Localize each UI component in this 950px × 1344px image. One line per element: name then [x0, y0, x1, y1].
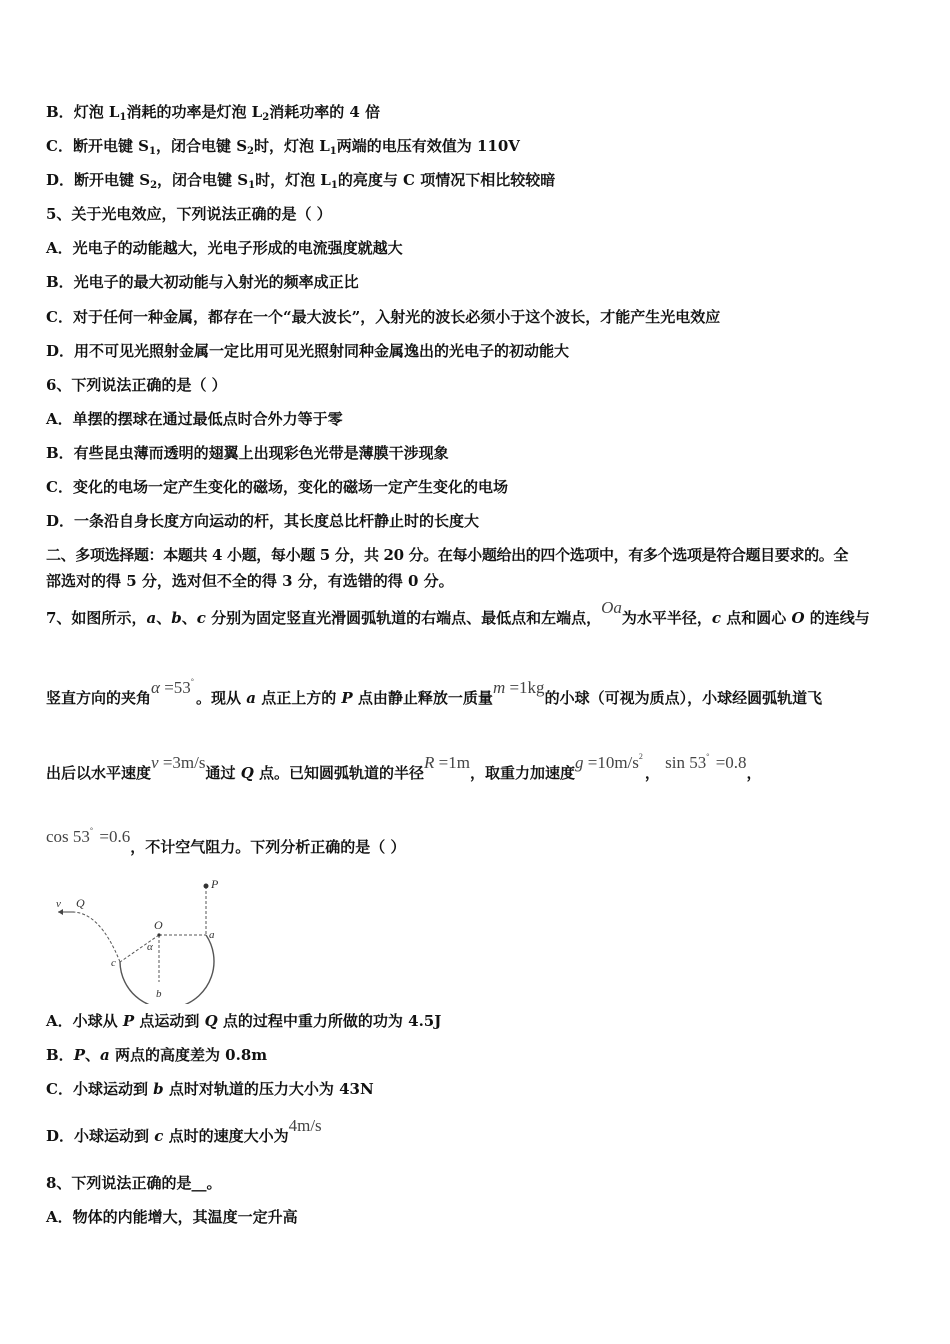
section2-line2: 部选对的得 5 分，选对但不全的得 3 分，有选错的得 0 分。 — [46, 572, 454, 590]
q7-stem-line4: cos 53° =0.6，不计空气阻力。下列分析正确的是（ ） — [46, 831, 405, 857]
label-c: c — [111, 957, 116, 969]
math-sin: sin 53° =0.8 — [665, 752, 747, 772]
q5-option-c: C．对于任何一种金属，都存在一个“最大波长”，入射光的波长必须小于这个波长，才能产生光电效应 — [46, 308, 721, 326]
label-p: P — [211, 877, 219, 891]
label-alpha: α — [147, 941, 153, 953]
q7-option-b: B．P、a 两点的高度差为 0.8m — [46, 1046, 268, 1064]
math-velocity: v =3m/s — [151, 753, 206, 772]
math-mass: m =1kg — [492, 678, 545, 697]
q6-option-d: D．一条沿自身长度方向运动的杆，其长度总比杆静止时的长度大 — [46, 512, 480, 530]
point-o — [157, 933, 160, 936]
section2-line1: 二、多项选择题：本题共 4 小题，每小题 5 分，共 20 分。在每小题给出的四个选项中，有多个选项是符合题目要求的。全 — [46, 546, 849, 564]
radius-oc — [120, 935, 159, 962]
q7-option-c: C．小球运动到 b 点时对轨道的压力大小为 43N — [46, 1080, 374, 1098]
q4-option-d: D．断开电键 $S_2$，闭合电键 $S_1$时，灯泡 $L_1$的亮度与 C 项情况下相比较较暗 — [46, 171, 556, 191]
q7-stem-line2: 竖直方向的夹角α =53°。现从 a 点正上方的 P 点由静止释放一质量m =1kg的小球（可视为质点），小球经圆弧轨道飞 — [46, 682, 822, 708]
q6-option-a: A．单摆的摆球在通过最低点时合外力等于零 — [46, 410, 343, 428]
math-alpha: α =53° — [151, 677, 194, 697]
q7-stem-line3: 出后以水平速度v =3m/s通过 Q 点。已知圆弧轨道的半径R =1m，取重力加速度$g =10m/s^2$， sin 53° =0.8， — [46, 757, 762, 783]
q5-option-b: B．光电子的最大初动能与入射光的频率成正比 — [46, 273, 359, 291]
q4-option-b: B．灯泡 $L_1$消耗的功率是灯泡 $L_2$消耗功率的 4 倍 — [46, 103, 381, 123]
q5-option-a: A．光电子的动能越大，光电子形成的电流强度就越大 — [46, 239, 403, 257]
math-gravity: $g =10m/s^2$ — [574, 752, 643, 772]
point-p — [204, 884, 209, 889]
q4-option-c: C．断开电键 $S_1$，闭合电键 $S_2$时，灯泡 $L_1$两端的电压有效值为 110V — [46, 137, 520, 157]
q6-option-b: B．有些昆虫薄而透明的翅翼上出现彩色光带是薄膜干涉现象 — [46, 444, 449, 462]
trajectory — [72, 912, 120, 962]
math-radius: R =1m — [424, 753, 470, 772]
math-cos: cos 53° =0.6 — [46, 826, 131, 846]
q8-stem: 8、下列说法正确的是__。 — [46, 1174, 222, 1192]
q5-option-d: D．用不可见光照射金属一定比用可见光照射同种金属逸出的光电子的初动能大 — [46, 342, 570, 360]
q7-option-a: A．小球从 P 点运动到 Q 点的过程中重力所做的功为 4.5J — [46, 1012, 442, 1030]
label-v: v — [56, 898, 61, 910]
arc-track — [120, 935, 214, 1004]
q6-option-c: C．变化的电场一定产生变化的磁场，变化的磁场一定产生变化的电场 — [46, 478, 508, 496]
q5-stem: 5、关于光电效应，下列说法正确的是（ ） — [46, 205, 332, 223]
label-b: b — [156, 988, 162, 1000]
q7-stem-line1: 7、如图所示，a、b、c 分别为固定竖直光滑圆弧轨道的右端点、最低点和左端点，Oa为水平半径，c 点和圆心 O 的连线与 — [46, 598, 870, 627]
q7-figure — [52, 876, 232, 1004]
label-q: Q — [76, 896, 85, 910]
q8-option-a: A．物体的内能增大，其温度一定升高 — [46, 1208, 298, 1226]
math-oa: Oa — [601, 598, 622, 617]
q7-option-d: D．小球运动到 c 点时的速度大小为4m/s — [46, 1116, 322, 1145]
q6-stem: 6、下列说法正确的是（ ） — [46, 376, 227, 394]
label-a: a — [209, 929, 215, 941]
label-o: O — [154, 918, 163, 932]
math-speed: 4m/s — [288, 1116, 322, 1135]
